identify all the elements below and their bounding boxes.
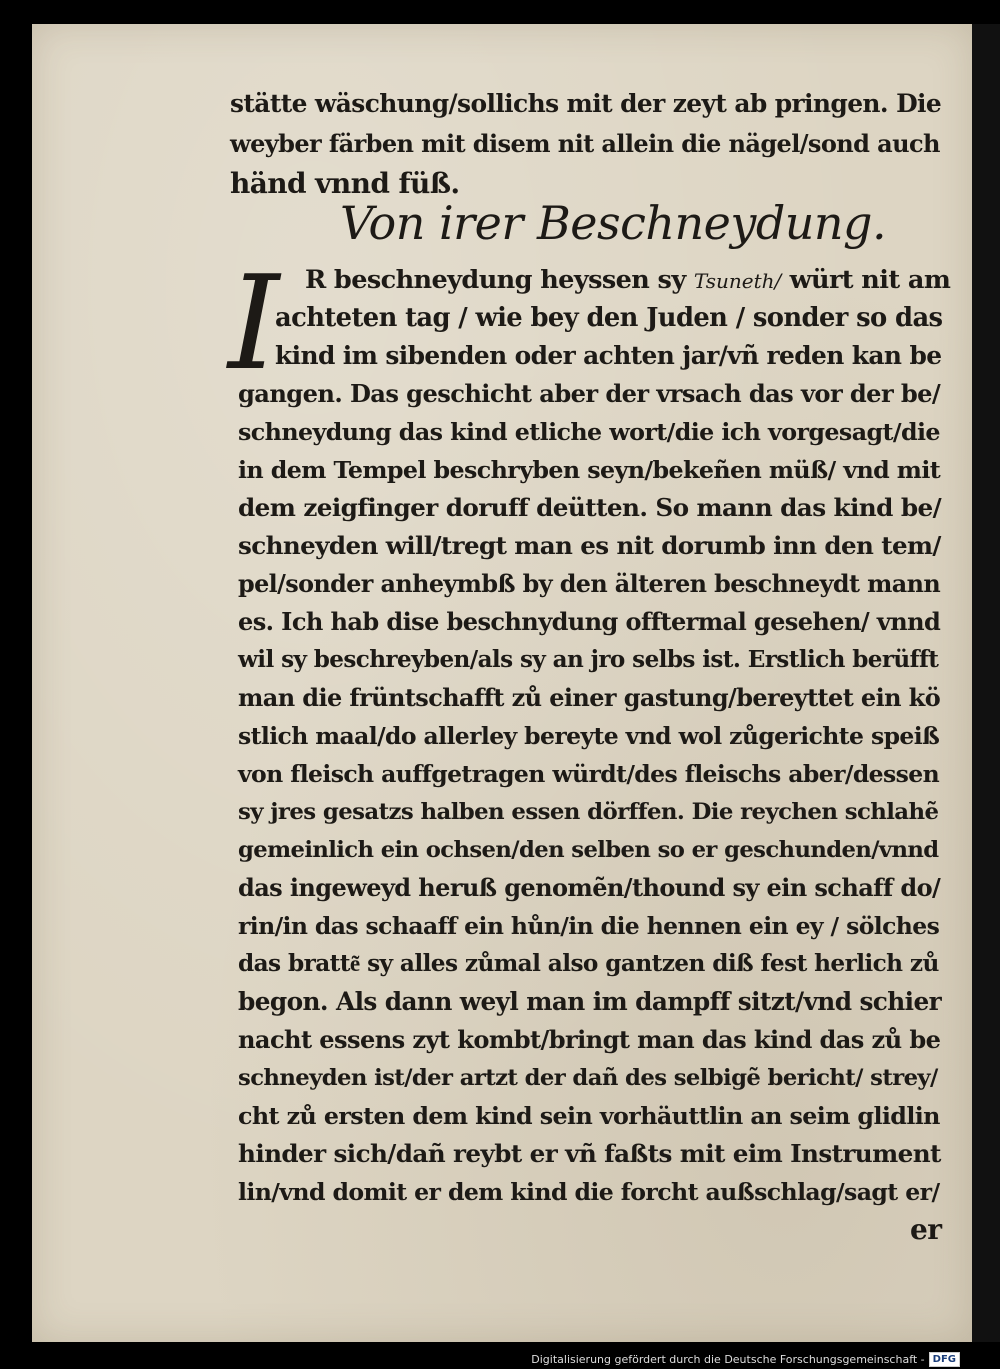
text-line: stlich maal/do allerley bereyte vnd wol zůgerichte speiß (238, 722, 940, 750)
catchword: er (910, 1213, 942, 1246)
dfg-logo: DFG (929, 1352, 960, 1367)
text-line: weyber färben mit disem nit allein die nägel/sond auch (230, 129, 940, 158)
text-line: rin/in das schaaff ein hůn/in die hennen ein ey / sölches (238, 912, 940, 940)
text-line: wil sy beschreyben/als sy an jro selbs ist. Erstlich berüfft (238, 646, 939, 673)
text-line: es. Ich hab dise beschnydung offtermal gesehen/ vnnd (238, 607, 941, 636)
page-edge (972, 24, 1000, 1342)
marginal-word: Tsuneth/ (693, 269, 782, 293)
text-line: sy jres gesatzs halben essen dörffen. Die reychen schlahẽ (238, 799, 939, 825)
text-line: stätte wäschung/sollichs mit der zeyt ab pringen. Die (230, 89, 942, 118)
text-line: gemeinlich ein ochsen/den selben so er geschunden/vnnd (238, 837, 939, 863)
text-line: achteten tag / wie bey den Juden / sonder so das (275, 303, 943, 333)
first-line-end: würt nit am (789, 265, 951, 295)
digitization-footer (531, 1350, 960, 1369)
text-line: kind im sibenden oder achten jar/vñ reden kan be (275, 341, 942, 370)
decorated-initial: I (228, 247, 280, 399)
text-line: hinder sich/dañ reybt er vñ faßts mit eim Instrument (238, 1139, 941, 1168)
text-line: von fleisch auffgetragen würdt/des fleischs aber/dessen (238, 760, 940, 788)
first-line-start: R beschneydung heyssen sy (305, 265, 686, 295)
text-line: cht zů ersten dem kind sein vorhäuttlin an seim glidlin (238, 1102, 940, 1130)
text-line: das bratte͂ sy alles zůmal also gantzen diß fest herlich zů (238, 950, 939, 977)
text-line: lin/vnd domit er dem kind die forcht außschlag/sagt er/ (238, 1178, 940, 1206)
text-line: nacht essens zyt kombt/bringt man das kind das zů be (238, 1025, 941, 1054)
text-line: das ingeweyd heruß genomẽn/thound sy ein schaff do/ (238, 873, 941, 902)
section-heading: Von irer Beschneydung. (340, 196, 887, 250)
text-line: schneydung das kind etliche wort/die ich vorgesagt/die (238, 418, 940, 446)
text-line: gangen. Das geschicht aber der vrsach das vor der be/ (238, 379, 941, 408)
text-line: in dem Tempel beschryben seyn/bekeñen müß/ vnd mit (238, 456, 941, 484)
text-line: man die früntschafft zů einer gastung/bereyttet ein kö (238, 683, 941, 712)
text-line: begon. Als dann weyl man im dampff sitzt/vnd schier (238, 987, 942, 1016)
footer-text: Digitalisierung gefördert durch die Deutsche Forschungsgemeinschaft - (531, 1353, 925, 1366)
text-line: pel/sonder anheymbß by den älteren beschneydt mann (238, 570, 941, 598)
text-line-first (305, 262, 950, 299)
text-line: dem zeigfinger doruff deütten. So mann das kind be/ (238, 493, 942, 522)
text-line: schneyden ist/der artzt der dañ des selbigẽ bericht/ strey/ (238, 1065, 938, 1091)
text-line: händ vnnd füß. (230, 167, 460, 200)
text-line: schneyden will/tregt man es nit dorumb inn den tem/ (238, 531, 941, 560)
